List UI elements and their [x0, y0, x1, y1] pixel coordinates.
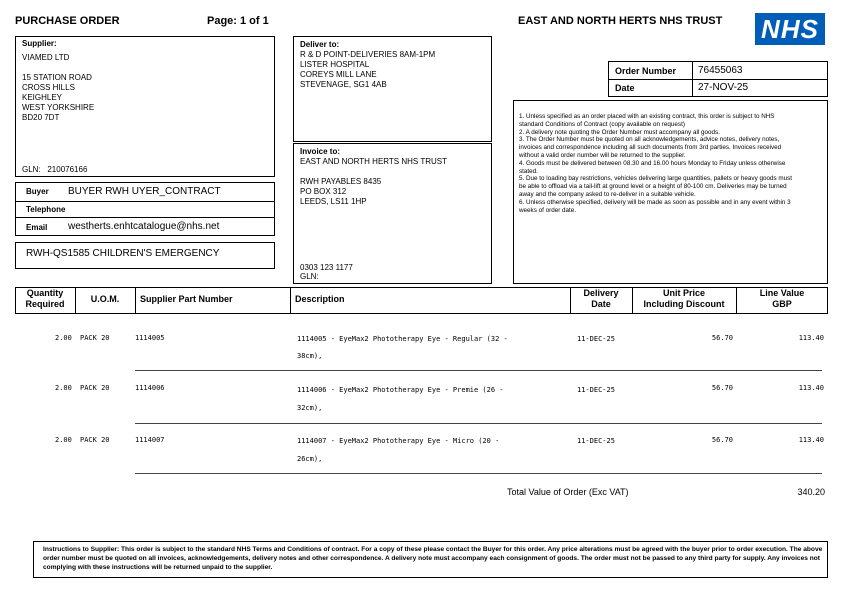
row-unit-price: 56.70 [711, 384, 733, 392]
column-header-quantity: Quantity Required [25, 288, 65, 309]
conditions-text: 1. Unless specified as an order placed with an existing contract, this order is subject to NHS standard Conditions of Contract (copy available on request) 2. A delivery note quoting the Order Number must accompany all goods. 3. The Order Number must be quoted on all acknowledgements, advice notes, delivery notes, invoices and correspondence including all such documents from 3rd parties. Invoices received without a valid order number will be returned to the supplier. 4. Goods must be delivered between 08.30 and 16.00 hours Monday to Friday unless otherwise stated. 5. Due to loading bay restrictions, vehicles delivering large quantities, pallets or heavy goods must be able to offload via a tail-lift at ground level or a height of 80-100 cm. Deliveries may be turned away and the company asked to re-deliver in a suitable vehicle. 6. Unless otherwise specified, delivery will be made as soon as possible and in any event within 3 weeks of order date. [519, 113, 793, 214]
row-quantity: 2.00 [55, 384, 72, 392]
row-description-cont: 26cm), [297, 455, 323, 463]
order-reference: RWH-QS1585 CHILDREN'S EMERGENCY [26, 248, 220, 259]
supplier-line: WEST YORKSHIRE [22, 103, 95, 112]
row-line-value: 113.40 [798, 436, 824, 444]
row-delivery-date: 11-DEC-25 [577, 386, 615, 394]
column-header-uom: U.O.M. [90, 294, 120, 304]
row-delivery-date: 11-DEC-25 [577, 335, 615, 343]
page-number: Page: 1 of 1 [207, 15, 269, 27]
row-quantity: 2.00 [55, 334, 72, 342]
row-divider [135, 423, 822, 424]
total-value: 340.20 [797, 487, 825, 497]
document-title: PURCHASE ORDER [15, 15, 120, 27]
telephone-label: Telephone [26, 205, 66, 214]
row-unit-price: 56.70 [711, 436, 733, 444]
divider [16, 217, 274, 218]
nhs-logo: NHS [755, 13, 825, 45]
supplier-line [22, 63, 94, 73]
row-line-value: 113.40 [798, 384, 824, 392]
invoice-gln-label: GLN: [300, 272, 319, 281]
divider [290, 287, 291, 314]
order-date-label: Date [615, 83, 635, 93]
row-quantity: 2.00 [55, 436, 72, 444]
invoice-line: PO BOX 312 [300, 187, 347, 196]
deliver-line: LISTER HOSPITAL [300, 60, 370, 69]
divider [135, 287, 136, 314]
deliver-line: R & D POINT-DELIVERIES 8AM-1PM [300, 50, 436, 59]
buyer-name: BUYER RWH UYER_CONTRACT [68, 186, 221, 197]
total-label: Total Value of Order (Exc VAT) [507, 487, 629, 497]
invoice-to-label: Invoice to: [300, 147, 341, 156]
row-description-cont: 32cm), [297, 404, 323, 412]
email-value: westherts.enhtcatalogue@nhs.net [68, 221, 220, 232]
row-description-cont: 38cm), [297, 352, 323, 360]
row-description: 1114007 - EyeMax2 Phototherapy Eye - Micro (20 - [297, 437, 500, 445]
invoice-line: EAST AND NORTH HERTS NHS TRUST [300, 157, 447, 166]
buyer-box [15, 182, 275, 236]
supplier-instructions: Instructions to Supplier: This order is subject to the standard NHS Terms and Conditions of contract. For a copy of these please contact the Buyer for this order. Any price alterations must be agreed with the buyer prior to order execution. The above order number must be quoted on all invoices, acknowledgements, delivery notes and other correspondence. A delivery note must accompany each consignment of goods. The order must not be passed to any third party for supply. Any invoices not complying with these instructions will be returned unpaid to the supplier. [43, 546, 823, 572]
order-number-value: 76455063 [698, 65, 743, 76]
row-delivery-date: 11-DEC-25 [577, 437, 615, 445]
invoice-line: LEEDS, LS11 1HP [300, 197, 367, 206]
column-header-line-value: Line Value GBP [759, 288, 805, 309]
supplier-line: BD20 7DT [22, 113, 60, 122]
divider [609, 79, 827, 80]
row-part-number: 1114006 [135, 384, 165, 392]
row-description: 1114005 - EyeMax2 Phototherapy Eye - Regular (32 - [297, 335, 508, 343]
supplier-line: KEIGHLEY [22, 93, 63, 102]
deliver-line: STEVENAGE, SG1 4AB [300, 80, 387, 89]
supplier-gln [22, 165, 87, 175]
invoice-address [300, 157, 447, 207]
invoice-line [300, 167, 447, 177]
deliver-address [300, 50, 435, 90]
row-divider [135, 370, 822, 371]
deliver-to-label: Deliver to: [300, 40, 340, 49]
order-date-value: 27-NOV-25 [698, 82, 749, 93]
buyer-label: Buyer [26, 187, 49, 196]
conditions-box [513, 100, 828, 284]
instructions-box [33, 541, 828, 578]
invoice-phone: 0303 123 1177 [300, 263, 353, 272]
reference-box [15, 242, 275, 269]
column-header-part-number: Supplier Part Number [140, 294, 233, 304]
row-unit-price: 56.70 [711, 334, 733, 342]
column-header-description: Description [295, 294, 345, 304]
invoice-line: RWH PAYABLES 8435 [300, 177, 382, 186]
supplier-address [22, 53, 94, 123]
supplier-line: CROSS HILLS [22, 83, 75, 92]
divider [16, 201, 274, 202]
supplier-line: VIAMED LTD [22, 53, 70, 62]
supplier-gln-value: 210076166 [47, 165, 88, 174]
row-description: 1114006 - EyeMax2 Phototherapy Eye - Premie (26 - [297, 386, 504, 394]
supplier-gln-label: GLN: [22, 165, 41, 174]
email-label: Email [26, 223, 48, 232]
row-line-value: 113.40 [798, 334, 824, 342]
row-part-number: 1114007 [135, 436, 165, 444]
trust-name: EAST AND NORTH HERTS NHS TRUST [518, 15, 723, 27]
invoice-to-box [293, 143, 492, 284]
order-number-label: Order Number [615, 66, 677, 76]
supplier-label: Supplier: [22, 39, 57, 48]
row-uom: PACK 20 [80, 384, 110, 392]
column-header-delivery-date: Delivery Date [583, 288, 619, 309]
order-info-box [608, 61, 828, 97]
supplier-line: 15 STATION ROAD [22, 73, 92, 82]
row-uom: PACK 20 [80, 436, 110, 444]
row-part-number: 1114005 [135, 334, 165, 342]
row-divider [135, 473, 822, 474]
deliver-line: COREYS MILL LANE [300, 70, 377, 79]
column-header-unit-price: Unit Price Including Discount [643, 288, 725, 309]
deliver-to-box [293, 36, 492, 142]
supplier-box [15, 36, 275, 177]
row-uom: PACK 20 [80, 334, 110, 342]
